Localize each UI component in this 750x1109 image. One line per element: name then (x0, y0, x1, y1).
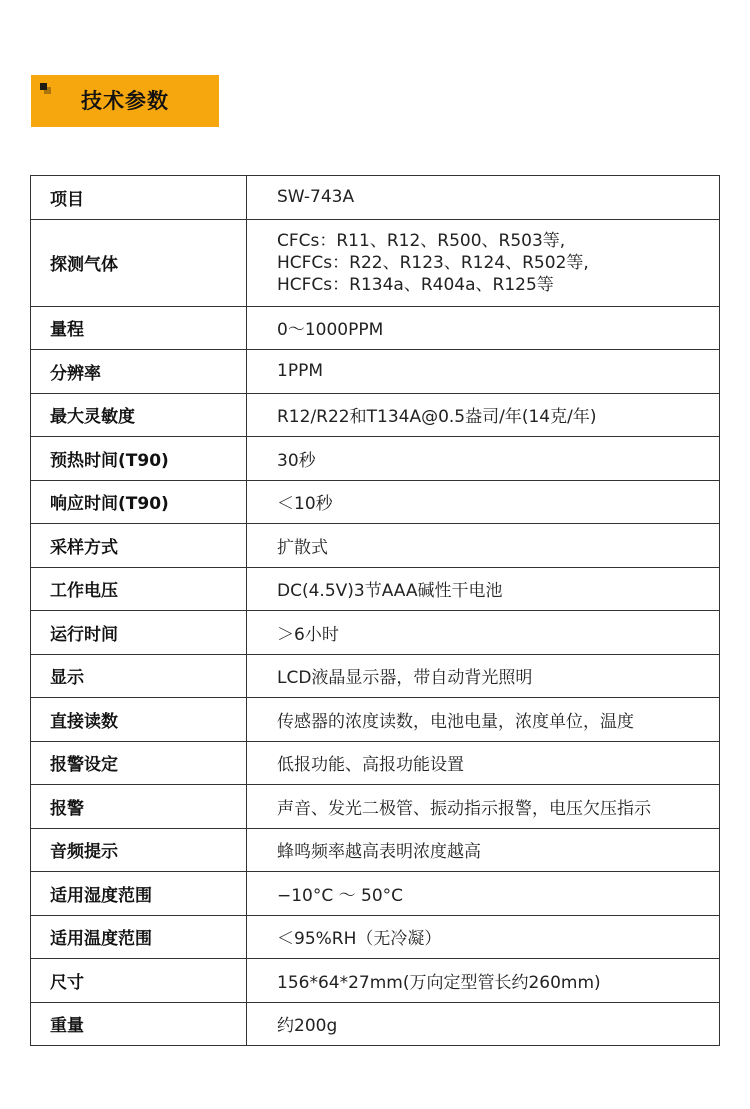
spec-value: R12/R22和T134A@0.5盎司/年(14克/年) (247, 393, 720, 437)
spec-value: −10°C ～ 50°C (247, 872, 720, 916)
spec-value: SW-743A (247, 176, 720, 220)
table-row (31, 872, 720, 916)
spec-label: 项目 (31, 176, 247, 220)
spec-label: 响应时间(T90) (31, 480, 247, 524)
spec-label: 采样方式 (31, 524, 247, 568)
spec-label: 量程 (31, 306, 247, 350)
table-row (31, 611, 720, 655)
spec-value: 声音、发光二极管、振动指示报警，电压欠压指示 (247, 785, 720, 829)
table-row (31, 698, 720, 742)
spec-value: 30秒 (247, 437, 720, 481)
spec-label: 报警 (31, 785, 247, 829)
table-row (31, 219, 720, 306)
spec-value: 约200g (247, 1002, 720, 1046)
spec-value: DC(4.5V)3节AAA碱性干电池 (247, 567, 720, 611)
spec-label: 重量 (31, 1002, 247, 1046)
gas-line: HCFCs：R22、R123、R124、R502等, (277, 252, 589, 273)
spec-value: 1PPM (247, 350, 720, 394)
table-row (31, 437, 720, 481)
spec-label: 运行时间 (31, 611, 247, 655)
table-row (31, 306, 720, 350)
spec-label: 工作电压 (31, 567, 247, 611)
header-square-icon (31, 75, 51, 95)
table-row (31, 393, 720, 437)
spec-value: 蜂鸣频率越高表明浓度越高 (247, 828, 720, 872)
table-row (31, 480, 720, 524)
spec-value: 0～1000PPM (247, 306, 720, 350)
spec-value: ＜95%RH（无冷凝） (247, 915, 720, 959)
spec-label: 适用湿度范围 (31, 872, 247, 916)
table-row (31, 741, 720, 785)
spec-value: 传感器的浓度读数，电池电量，浓度单位，温度 (247, 698, 720, 742)
spec-value: 扩散式 (247, 524, 720, 568)
gas-line: HCFCs：R134a、R404a、R125等 (277, 274, 554, 295)
spec-label: 显示 (31, 654, 247, 698)
spec-label: 报警设定 (31, 741, 247, 785)
table-row (31, 176, 720, 220)
table-row (31, 785, 720, 829)
spec-label: 音频提示 (31, 828, 247, 872)
gas-line: CFCs：R11、R12、R500、R503等, (277, 230, 566, 251)
table-row (31, 959, 720, 1003)
spec-value: ＞6小时 (247, 611, 720, 655)
spec-value: 低报功能、高报功能设置 (247, 741, 720, 785)
spec-table (30, 175, 720, 1046)
table-row (31, 828, 720, 872)
table-row (31, 524, 720, 568)
spec-value: ＜10秒 (247, 480, 720, 524)
section-header (31, 75, 219, 127)
table-row (31, 567, 720, 611)
spec-value: LCD液晶显示器，带自动背光照明 (247, 654, 720, 698)
spec-label: 最大灵敏度 (31, 393, 247, 437)
table-row (31, 654, 720, 698)
table-row (31, 915, 720, 959)
spec-value (247, 219, 720, 306)
spec-label: 适用温度范围 (31, 915, 247, 959)
spec-label: 分辨率 (31, 350, 247, 394)
spec-label: 尺寸 (31, 959, 247, 1003)
spec-label: 直接读数 (31, 698, 247, 742)
spec-label: 预热时间(T90) (31, 437, 247, 481)
spec-value: 156*64*27mm(万向定型管长约260mm) (247, 959, 720, 1003)
table-row (31, 350, 720, 394)
spec-label: 探测气体 (31, 219, 247, 306)
table-row (31, 1002, 720, 1046)
section-title: 技术参数 (81, 89, 169, 113)
